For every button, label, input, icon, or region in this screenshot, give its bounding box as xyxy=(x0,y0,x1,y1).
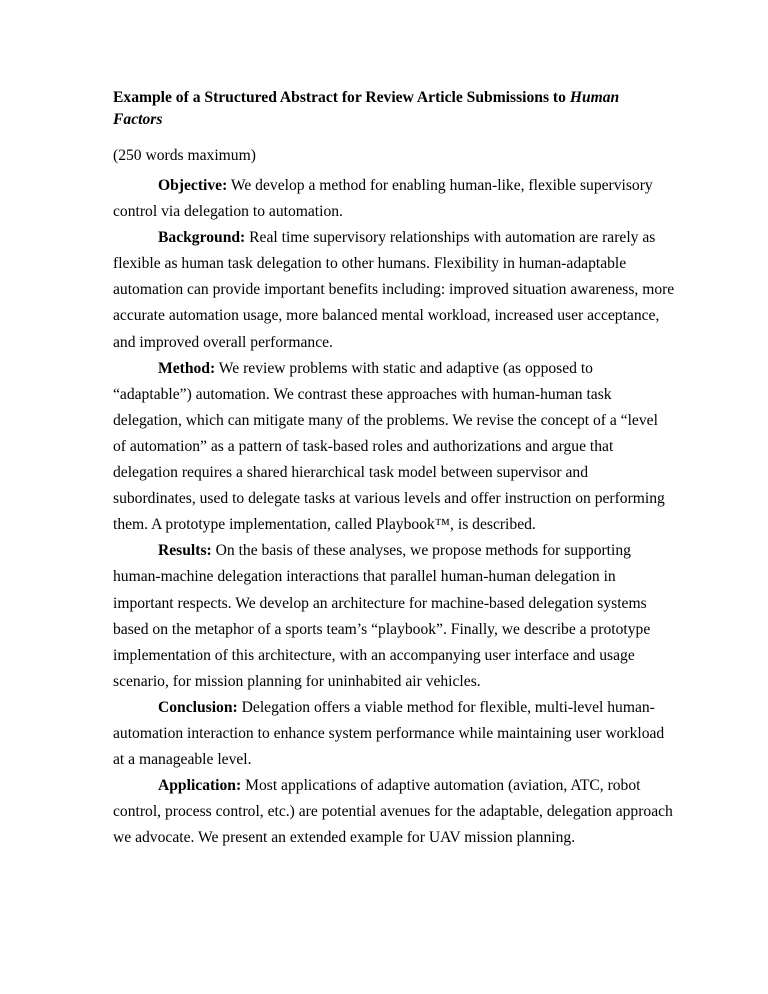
text-line xyxy=(113,512,673,538)
text-line xyxy=(113,617,673,643)
journal-name: Human xyxy=(569,89,620,106)
text-line xyxy=(113,695,673,721)
line-text: We review problems with static and adaptive (as opposed to xyxy=(215,359,593,377)
abstract-section-conclusion xyxy=(113,695,673,773)
line-text: “adaptable”) automation. We contrast these approaches with human-human task xyxy=(113,385,612,403)
text-line xyxy=(113,825,673,851)
line-text: We develop a method for enabling human-like, flexible supervisory xyxy=(227,177,653,194)
title-text: Example of a Structured Abstract for Review Article Submissions to xyxy=(113,89,570,106)
document-page xyxy=(113,87,673,851)
line-text: accurate automation usage, more balanced mental workload, increased user acceptance, xyxy=(113,307,660,325)
line-text: implementation of this architecture, with an accompanying user interface and usage xyxy=(113,646,635,664)
line-text: we advocate. We present an extended example for UAV mission planning. xyxy=(113,829,576,847)
text-line xyxy=(113,251,673,277)
section-label: Results: xyxy=(158,542,212,560)
text-line xyxy=(113,225,673,251)
text-line xyxy=(113,277,673,303)
line-text: at a manageable level. xyxy=(113,751,252,769)
text-line xyxy=(113,747,673,773)
section-label: Application: xyxy=(158,777,242,795)
word-limit-note: (250 words maximum) xyxy=(113,147,256,164)
line-text: Delegation offers a viable method for flexible, multi-level human- xyxy=(237,698,655,716)
text-line xyxy=(113,173,673,199)
text-line xyxy=(113,303,673,329)
text-line xyxy=(113,643,673,669)
text-line xyxy=(113,669,673,695)
text-line xyxy=(113,564,673,590)
document-title xyxy=(113,87,673,131)
text-line xyxy=(113,460,673,486)
text-line xyxy=(113,486,673,512)
text-line xyxy=(113,538,673,564)
text-line xyxy=(113,356,673,382)
line-text: On the basis of these analyses, we propose methods for supporting xyxy=(211,542,631,560)
text-line xyxy=(113,799,673,825)
text-line xyxy=(113,721,673,747)
text-line xyxy=(113,382,673,408)
abstract-section-background xyxy=(113,225,673,355)
line-text: Most applications of adaptive automation (aviation, ATC, robot xyxy=(241,777,641,795)
abstract-section-method xyxy=(113,356,673,539)
line-text: automation can provide important benefits including: improved situation awareness, more xyxy=(113,281,675,299)
line-text: human-machine delegation interactions that parallel human-human delegation in xyxy=(113,568,616,586)
text-line xyxy=(113,408,673,434)
line-text: important respects. We develop an architecture for machine-based delegation systems xyxy=(113,594,647,612)
line-text: delegation, which can mitigate many of the problems. We revise the concept of a “level xyxy=(113,411,658,429)
text-line xyxy=(113,773,673,799)
section-label: Background: xyxy=(158,229,246,247)
text-line xyxy=(113,434,673,460)
line-text: based on the metaphor of a sports team’s “playbook”. Finally, we describe a prototype xyxy=(113,620,651,638)
section-label: Objective: xyxy=(158,177,228,194)
text-line xyxy=(113,591,673,617)
line-text: scenario, for mission planning for uninhabited air vehicles. xyxy=(113,672,481,690)
journal-name-continued: Factors xyxy=(113,111,163,128)
line-text: of automation” as a pattern of task-based roles and authorizations and argue that xyxy=(113,437,614,455)
text-line xyxy=(113,199,673,225)
line-text: automation interaction to enhance system performance while maintaining user workload xyxy=(113,724,665,742)
text-line xyxy=(113,330,673,356)
structured-abstract xyxy=(113,173,673,851)
line-text: subordinates, used to delegate tasks at various levels and offer instruction on performing xyxy=(113,490,665,508)
line-text: delegation requires a shared hierarchical task model between supervisor and xyxy=(113,464,588,482)
section-label: Conclusion: xyxy=(158,698,238,716)
line-text: control, process control, etc.) are potential avenues for the adaptable, delegation approach xyxy=(113,803,673,821)
line-text: them. A prototype implementation, called Playbook™, is described. xyxy=(113,516,536,534)
line-text: flexible as human task delegation to other humans. Flexibility in human-adaptable xyxy=(113,255,627,273)
abstract-section-objective xyxy=(113,173,673,225)
line-text: control via delegation to automation. xyxy=(113,203,343,221)
abstract-section-results xyxy=(113,538,673,695)
line-text: and improved overall performance. xyxy=(113,333,333,351)
section-label: Method: xyxy=(158,359,216,377)
abstract-section-application xyxy=(113,773,673,851)
line-text: Real time supervisory relationships with automation are rarely as xyxy=(245,229,656,247)
